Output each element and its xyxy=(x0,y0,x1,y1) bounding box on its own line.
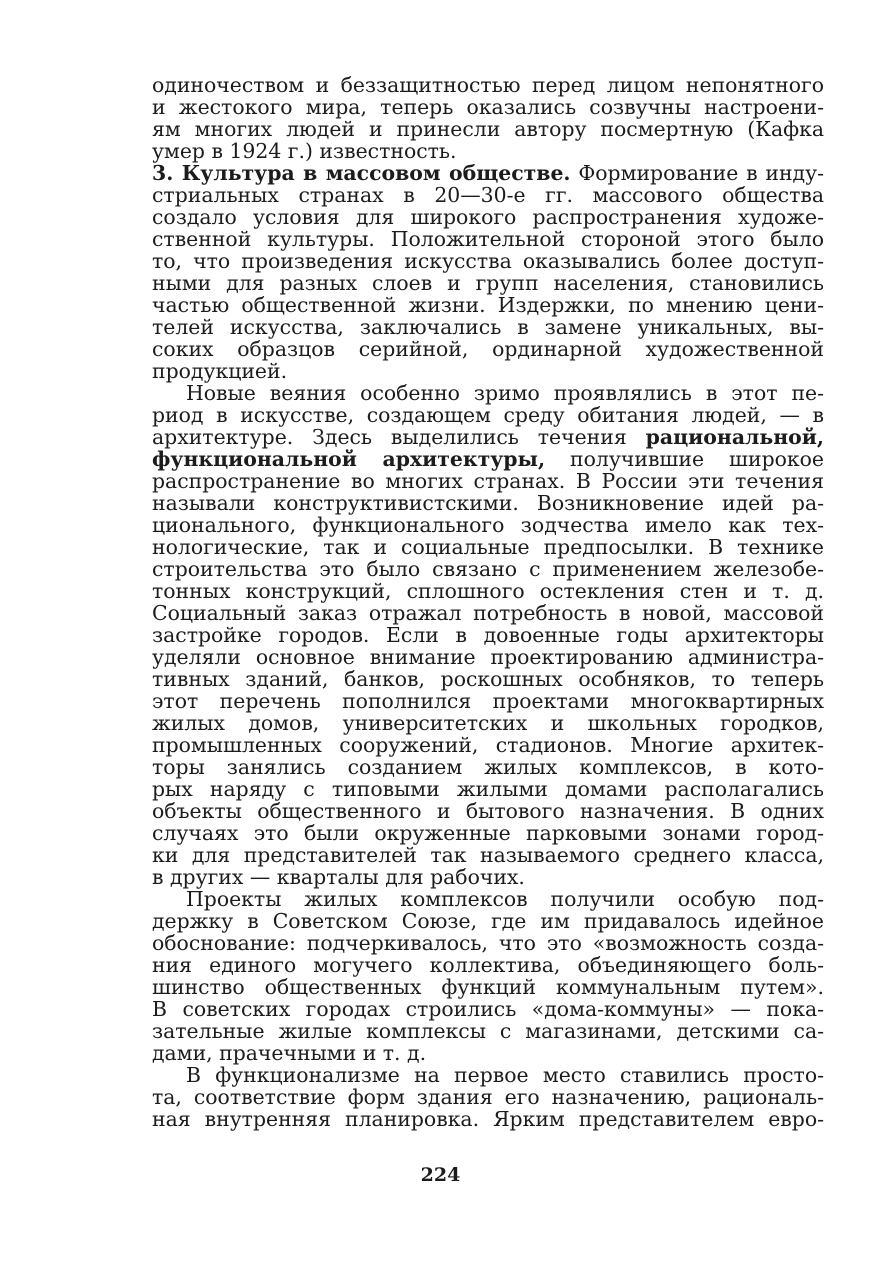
text-line: Социальный заказ отражал потребность в новой, массовой xyxy=(152,601,824,625)
text-line: тонных конструкций, сплошного остекления стен и т. д. xyxy=(152,579,824,603)
page-number: 224 xyxy=(420,1164,461,1186)
text-line: стриальных странах в 20—30-е гг. массового общества xyxy=(152,183,824,207)
text-line: В функционализме на первое место ставились просто- xyxy=(186,1063,824,1087)
paragraph-mass-culture xyxy=(152,162,824,382)
text-line: ционального, функционального зодчества имело как тех- xyxy=(152,513,824,537)
text-line: и жестокого мира, теперь оказались созвучны настроени- xyxy=(152,95,824,119)
text-line: называли конструктивистскими. Возникновение идей ра- xyxy=(152,491,824,515)
paragraph-soviet-housing xyxy=(152,888,824,1064)
text-fragment: получившие широкое xyxy=(545,447,824,471)
text-line: то, что произведения искусства оказывались более доступ- xyxy=(152,249,824,273)
text-line: нологические, так и социальные предпосылки. В технике xyxy=(152,535,824,559)
text-line: соких образцов серийной, ординарной художественной xyxy=(152,337,824,361)
page-body-text xyxy=(152,74,824,1130)
text-line: Проекты жилых комплексов получили особую под- xyxy=(186,887,824,911)
text-line: та, соответствие форм здания его назначению, рациональ- xyxy=(152,1085,824,1109)
text-line: в других — кварталы для рабочих. xyxy=(152,865,525,889)
text-line: торы занялись созданием жилых комплексов, в кото- xyxy=(152,755,824,779)
text-line: строительства это было связано с применением железобе- xyxy=(152,557,824,581)
text-line: уделяли основное внимание проектированию администра- xyxy=(152,645,824,669)
text-line: В советских городах строились «дома-коммуны» — пока- xyxy=(152,997,824,1021)
paragraph-functionalism xyxy=(152,1064,824,1130)
section-heading: 3. Культура в массовом обществе. xyxy=(152,161,571,185)
text-line xyxy=(152,162,824,184)
text-line: жилых домов, университетских и школьных городков, xyxy=(152,711,824,735)
text-line: обоснование: подчеркивалось, что это «возможность созда- xyxy=(152,931,824,955)
text-fragment: Формирование в инду- xyxy=(570,161,824,185)
paragraph-kafka-continuation xyxy=(152,74,824,162)
text-line xyxy=(152,448,824,470)
text-line: шинство общественных функций коммунальным путем». xyxy=(152,975,824,999)
text-line: объекты общественного и бытового назначения. В одних xyxy=(152,799,824,823)
bold-term: функциональной архитектуры, xyxy=(152,447,546,471)
bold-term: рациональной, xyxy=(645,425,824,449)
text-line: телей искусства, заключались в замене уникальных, вы- xyxy=(152,315,824,339)
text-line: тивных зданий, банков, роскошных особняков, то теперь xyxy=(152,667,824,691)
text-line: этот перечень пополнился проектами многоквартирных xyxy=(152,689,824,713)
text-line: ная внутренняя планировка. Ярким представителем евро- xyxy=(152,1107,824,1131)
text-line: застройке городов. Если в довоенные годы архитекторы xyxy=(152,623,824,647)
paragraph-architecture xyxy=(152,382,824,888)
text-line: зательные жилые комплексы с магазинами, детскими са- xyxy=(152,1019,824,1043)
text-line: частью общественной жизни. Издержки, по мнению цени- xyxy=(152,293,824,317)
text-line: ям многих людей и принесли автору посмертную (Кафка xyxy=(152,117,824,141)
text-line: промышленных сооружений, стадионов. Многие архитек- xyxy=(152,733,824,757)
text-line: ными для разных слоев и групп населения, становились xyxy=(152,271,824,295)
text-line: риод в искусстве, создающем среду обитания людей, — в xyxy=(152,403,824,427)
text-line xyxy=(152,426,824,448)
text-line: случаях это были окруженные парковыми зонами город- xyxy=(152,821,824,845)
text-line: ки для представителей так называемого среднего класса, xyxy=(152,843,824,867)
text-line: распространение во многих странах. В России эти течения xyxy=(152,469,824,493)
text-line: продукцией. xyxy=(152,359,288,383)
text-line: Новые веяния особенно зримо проявлялись в этот пе- xyxy=(186,381,824,405)
text-fragment: архитектуре. Здесь выделились течения xyxy=(152,425,646,449)
text-line: ния единого могучего коллектива, объединяющего боль- xyxy=(152,953,824,977)
text-line: ственной культуры. Положительной стороной этого было xyxy=(152,227,824,251)
text-line: одиночеством и беззащитностью перед лицом непонятного xyxy=(152,73,824,97)
text-line: дами, прачечными и т. д. xyxy=(152,1041,427,1065)
text-line: умер в 1924 г.) известность. xyxy=(152,139,457,163)
text-line: держку в Советском Союзе, где им придавалось идейное xyxy=(152,909,824,933)
text-line: рых наряду с типовыми жилыми домами располагались xyxy=(152,777,824,801)
text-line: создало условия для широкого распространения художе- xyxy=(152,205,824,229)
